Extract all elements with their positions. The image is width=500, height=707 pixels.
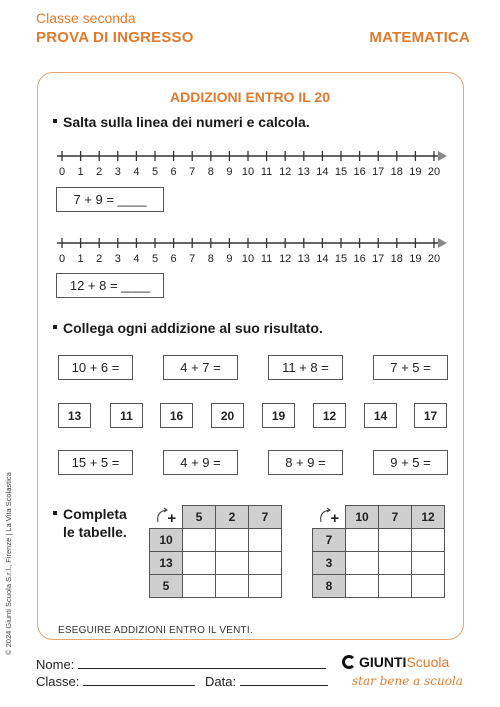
copyright-notice: © 2024 Giunti Scuola S.r.l., Firenze | La Vita Scolastica (4, 472, 13, 655)
addition-text: 15 + 5 = (71, 455, 120, 470)
answer-cell[interactable] (216, 575, 249, 598)
equation-box-2[interactable] (56, 273, 164, 298)
result-text: 14 (373, 408, 388, 423)
answer-cell[interactable] (346, 552, 379, 575)
class-line[interactable] (83, 674, 195, 686)
number-line-label: 17 (372, 166, 385, 178)
answer-cell[interactable] (412, 552, 445, 575)
addition-text: 8 + 9 = (285, 455, 326, 470)
answer-cell[interactable] (183, 575, 216, 598)
addition-text: 10 + 6 = (71, 360, 120, 375)
column-header: 2 (216, 506, 249, 529)
number-line-label: 5 (151, 253, 159, 265)
number-line-label: 1 (77, 253, 84, 265)
addition-text: 9 + 5 = (390, 455, 431, 470)
answer-cell[interactable] (249, 575, 282, 598)
result-box[interactable] (313, 403, 346, 428)
addition-table-1 (149, 505, 282, 598)
number-line-label: 14 (316, 166, 329, 178)
addition-text: 11 + 8 = (282, 360, 329, 375)
number-line-2 (55, 233, 455, 273)
result-text: 17 (423, 408, 438, 423)
result-box[interactable] (414, 403, 447, 428)
section-title: ADDIZIONI ENTRO IL 20 (170, 89, 330, 105)
number-line-label: 10 (241, 253, 255, 265)
result-box[interactable] (58, 403, 91, 428)
number-line-1 (55, 146, 455, 186)
number-line-label: 16 (353, 253, 366, 265)
number-line-label: 3 (114, 253, 121, 265)
number-line-label: 7 (189, 253, 196, 265)
number-line-label: 8 (207, 253, 214, 265)
operator: + (167, 510, 177, 528)
addition-box[interactable] (373, 355, 448, 380)
class-label-field: Classe: (36, 674, 80, 689)
number-line-label: 12 (279, 166, 292, 178)
result-box[interactable] (262, 403, 295, 428)
row-header: 3 (313, 552, 346, 575)
bullet-icon (53, 119, 57, 123)
test-label: PROVA DI INGRESSO (36, 29, 194, 46)
instruction-number-line (53, 114, 310, 130)
addition-box[interactable] (163, 355, 238, 380)
number-line-label: 19 (409, 253, 422, 265)
addition-box[interactable] (163, 450, 238, 475)
giunti-logo-icon (342, 655, 356, 669)
result-box[interactable] (364, 403, 397, 428)
answer-cell[interactable] (412, 575, 445, 598)
result-box[interactable] (211, 403, 244, 428)
result-text: 16 (169, 408, 184, 423)
equation-text: 7 + 9 = ____ (73, 192, 147, 207)
number-line-label: 7 (189, 166, 196, 178)
answer-cell[interactable] (379, 529, 412, 552)
instruction-match (53, 320, 323, 336)
answer-cell[interactable] (216, 529, 249, 552)
number-line-label: 14 (316, 253, 329, 265)
addition-box[interactable] (58, 355, 133, 380)
result-text: 19 (271, 408, 286, 423)
giunti-logo (342, 654, 449, 670)
number-line-label: 11 (260, 253, 273, 265)
number-line-label: 15 (334, 166, 348, 178)
bullet-icon (53, 511, 57, 515)
answer-cell[interactable] (216, 552, 249, 575)
name-field[interactable] (36, 657, 326, 672)
number-line-label: 5 (151, 166, 159, 178)
brand-tagline: star bene a scuola (352, 674, 463, 688)
answer-cell[interactable] (183, 529, 216, 552)
number-line-label: 9 (226, 253, 233, 265)
result-text: 11 (120, 408, 133, 423)
number-line-label: 15 (334, 253, 348, 265)
name-label: Nome: (36, 657, 75, 672)
addition-box[interactable] (268, 355, 343, 380)
result-text: 13 (67, 408, 82, 423)
number-line-label: 4 (133, 166, 140, 178)
date-label: Data: (205, 674, 237, 689)
number-line-label: 2 (96, 166, 103, 178)
class-label: Classe seconda (36, 10, 136, 26)
number-line-label: 13 (297, 166, 310, 178)
number-line-label: 0 (58, 166, 66, 178)
footer-note: ESEGUIRE ADDIZIONI ENTRO IL VENTI. (58, 625, 253, 636)
arrow-right-icon (438, 238, 447, 248)
addition-box[interactable] (58, 450, 133, 475)
number-line-label: 11 (260, 166, 273, 178)
number-line-label: 20 (427, 253, 441, 265)
number-line-label: 0 (58, 253, 66, 265)
name-line[interactable] (78, 657, 326, 669)
number-line-label: 12 (279, 253, 292, 265)
number-line-label: 18 (390, 253, 403, 265)
number-line-label: 6 (170, 253, 177, 265)
instruction-text: Salta sulla linea dei numeri e calcola. (63, 114, 310, 130)
number-line-label: 16 (353, 166, 366, 178)
equation-text: 12 + 8 = ____ (69, 278, 151, 293)
column-header: 5 (183, 506, 216, 529)
number-line-label: 20 (427, 166, 441, 178)
number-line-label: 13 (297, 253, 310, 265)
equation-box-1[interactable] (56, 187, 164, 212)
answer-cell[interactable] (346, 575, 379, 598)
answer-cell[interactable] (346, 529, 379, 552)
number-line-label: 19 (409, 166, 422, 178)
answer-cell[interactable] (249, 529, 282, 552)
row-header: 5 (150, 575, 183, 598)
number-line-label: 2 (96, 253, 103, 265)
number-line-label: 17 (372, 253, 385, 265)
number-line-label: 1 (77, 166, 84, 178)
addition-box[interactable] (268, 450, 343, 475)
result-box[interactable] (110, 403, 143, 428)
column-header: 7 (379, 506, 412, 529)
brand-name-2: Scuola (406, 654, 450, 670)
instruction-text: le tabelle. (63, 524, 127, 540)
number-line-label: 9 (226, 166, 233, 178)
brand-name: GIUNTI (359, 654, 407, 670)
date-field[interactable] (205, 674, 328, 689)
number-line-label: 10 (241, 166, 255, 178)
answer-cell[interactable] (379, 552, 412, 575)
addition-box[interactable] (373, 450, 448, 475)
number-line-label: 18 (390, 166, 403, 178)
number-line-label: 8 (207, 166, 214, 178)
addition-text: 4 + 7 = (180, 360, 221, 375)
addition-text: 7 + 5 = (390, 360, 431, 375)
row-header: 7 (313, 529, 346, 552)
plus-operator-cell (313, 506, 346, 529)
row-header: 13 (150, 552, 183, 575)
answer-cell[interactable] (249, 552, 282, 575)
result-box[interactable] (160, 403, 193, 428)
arrow-right-icon (438, 151, 447, 161)
result-text: 20 (220, 408, 235, 423)
instruction-tables (53, 505, 127, 541)
number-line-label: 3 (114, 166, 121, 178)
result-text: 12 (322, 408, 337, 423)
row-header: 8 (313, 575, 346, 598)
answer-cell[interactable] (412, 529, 445, 552)
instruction-text: Completa (63, 506, 127, 522)
class-field[interactable] (36, 674, 195, 689)
row-header: 10 (150, 529, 183, 552)
subject-label: MATEMATICA (369, 29, 470, 46)
answer-cell[interactable] (183, 552, 216, 575)
bullet-icon (53, 325, 57, 329)
operator: + (330, 510, 340, 528)
number-line-label: 6 (170, 166, 177, 178)
answer-cell[interactable] (379, 575, 412, 598)
column-header: 7 (249, 506, 282, 529)
instruction-text: Collega ogni addizione al suo risultato. (63, 320, 323, 336)
plus-operator-cell (150, 506, 183, 529)
addition-text: 4 + 9 = (180, 455, 221, 470)
column-header: 12 (412, 506, 445, 529)
addition-table-2 (312, 505, 445, 598)
date-line[interactable] (240, 674, 328, 686)
column-header: 10 (346, 506, 379, 529)
number-line-label: 4 (133, 253, 140, 265)
